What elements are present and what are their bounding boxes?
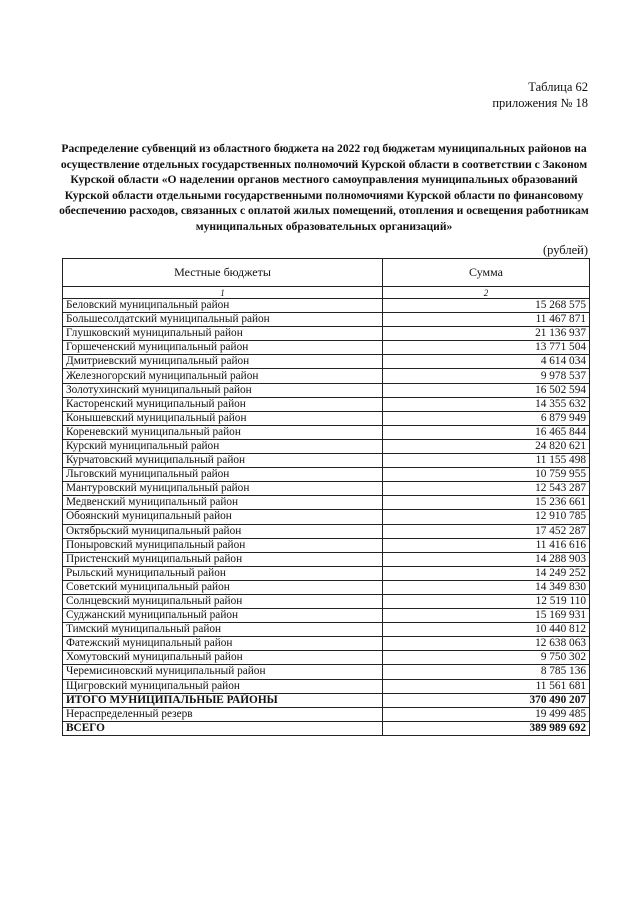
row-name: Щигровский муниципальный район bbox=[63, 679, 383, 693]
row-amount: 16 502 594 bbox=[383, 383, 590, 397]
row-amount: 14 288 903 bbox=[383, 552, 590, 566]
table-row bbox=[63, 721, 590, 735]
table-row bbox=[63, 341, 590, 355]
table-row bbox=[63, 609, 590, 623]
row-name: Дмитриевский муниципальный район bbox=[63, 355, 383, 369]
table-row bbox=[63, 383, 590, 397]
row-name: Большесолдатский муниципальный район bbox=[63, 313, 383, 327]
row-amount: 12 910 785 bbox=[383, 510, 590, 524]
row-amount: 14 349 830 bbox=[383, 580, 590, 594]
row-name: Обоянский муниципальный район bbox=[63, 510, 383, 524]
table-row bbox=[63, 369, 590, 383]
row-name: Советский муниципальный район bbox=[63, 580, 383, 594]
table-row bbox=[63, 397, 590, 411]
row-name: Фатежский муниципальный район bbox=[63, 637, 383, 651]
row-name: Глушковский муниципальный район bbox=[63, 327, 383, 341]
row-name: Хомутовский муниципальный район bbox=[63, 651, 383, 665]
row-name: Суджанский муниципальный район bbox=[63, 609, 383, 623]
table-row bbox=[63, 425, 590, 439]
table-row bbox=[63, 454, 590, 468]
row-name: Поныровский муниципальный район bbox=[63, 538, 383, 552]
row-name: Тимский муниципальный район bbox=[63, 623, 383, 637]
row-amount: 17 452 287 bbox=[383, 524, 590, 538]
row-amount: 12 638 063 bbox=[383, 637, 590, 651]
row-amount: 15 268 575 bbox=[383, 299, 590, 313]
table-number: Таблица 62 bbox=[528, 80, 588, 94]
column-number-2: 2 bbox=[383, 287, 590, 299]
appendix-number: приложения № 18 bbox=[492, 96, 588, 110]
row-amount: 15 236 661 bbox=[383, 496, 590, 510]
table-row bbox=[63, 566, 590, 580]
row-amount: 4 614 034 bbox=[383, 355, 590, 369]
table-row bbox=[63, 707, 590, 721]
column-header-budgets: Местные бюджеты bbox=[63, 259, 383, 287]
row-name: Черемисиновский муниципальный район bbox=[63, 665, 383, 679]
row-amount: 370 490 207 bbox=[383, 693, 590, 707]
document-title: Распределение субвенций из областного бюджета на 2022 год бюджетам муниципальных районов на осуществление отдельных государственных полномочий Курской области в соответствии с Законом Курской области «О наделении органов местного самоуправления муниципальных образований Курской области отдельными государственными полномочиями Курской области по финансовому обеспечению расходов, связанных с оплатой жилых помещений, отопления и освещения работникам муниципальных образовательных организаций» bbox=[59, 142, 589, 233]
row-name: Октябрьский муниципальный район bbox=[63, 524, 383, 538]
table-row bbox=[63, 439, 590, 453]
row-amount: 10 759 955 bbox=[383, 468, 590, 482]
table-row bbox=[63, 594, 590, 608]
row-amount: 9 978 537 bbox=[383, 369, 590, 383]
column-number-1: 1 bbox=[63, 287, 383, 299]
table-row bbox=[63, 552, 590, 566]
row-name: Железногорский муниципальный район bbox=[63, 369, 383, 383]
row-amount: 16 465 844 bbox=[383, 425, 590, 439]
table-row bbox=[63, 411, 590, 425]
table-row bbox=[63, 327, 590, 341]
table-row bbox=[63, 651, 590, 665]
row-name: Касторенский муниципальный район bbox=[63, 397, 383, 411]
row-amount: 10 440 812 bbox=[383, 623, 590, 637]
row-amount: 19 499 485 bbox=[383, 707, 590, 721]
row-amount: 12 543 287 bbox=[383, 482, 590, 496]
table-row bbox=[63, 623, 590, 637]
table-row bbox=[63, 665, 590, 679]
row-name: Нераспределенный резерв bbox=[63, 707, 383, 721]
row-amount: 8 785 136 bbox=[383, 665, 590, 679]
row-amount: 6 879 949 bbox=[383, 411, 590, 425]
row-amount: 11 561 681 bbox=[383, 679, 590, 693]
row-name: Курчатовский муниципальный район bbox=[63, 454, 383, 468]
row-name: Льговский муниципальный район bbox=[63, 468, 383, 482]
row-amount: 11 416 616 bbox=[383, 538, 590, 552]
row-name: ИТОГО МУНИЦИПАЛЬНЫЕ РАЙОНЫ bbox=[63, 693, 383, 707]
table-row bbox=[63, 468, 590, 482]
row-amount: 11 467 871 bbox=[383, 313, 590, 327]
table-row bbox=[63, 693, 590, 707]
table-row bbox=[63, 524, 590, 538]
row-amount: 14 249 252 bbox=[383, 566, 590, 580]
row-name: Мантуровский муниципальный район bbox=[63, 482, 383, 496]
row-name: Золотухинский муниципальный район bbox=[63, 383, 383, 397]
row-name: Горшеченский муниципальный район bbox=[63, 341, 383, 355]
row-name: Беловский муниципальный район bbox=[63, 299, 383, 313]
subsidy-table bbox=[62, 258, 590, 736]
table-row bbox=[63, 482, 590, 496]
row-amount: 15 169 931 bbox=[383, 609, 590, 623]
table-row bbox=[63, 355, 590, 369]
row-name: Рыльский муниципальный район bbox=[63, 566, 383, 580]
row-name: Медвенский муниципальный район bbox=[63, 496, 383, 510]
column-header-sum: Сумма bbox=[383, 259, 590, 287]
row-name: Курский муниципальный район bbox=[63, 439, 383, 453]
table-row bbox=[63, 580, 590, 594]
column-number-row bbox=[63, 287, 590, 299]
row-amount: 11 155 498 bbox=[383, 454, 590, 468]
units-label: (рублей) bbox=[542, 243, 588, 257]
row-name: ВСЕГО bbox=[63, 721, 383, 735]
row-amount: 389 989 692 bbox=[383, 721, 590, 735]
row-amount: 21 136 937 bbox=[383, 327, 590, 341]
table-row bbox=[63, 313, 590, 327]
row-amount: 9 750 302 bbox=[383, 651, 590, 665]
row-amount: 13 771 504 bbox=[383, 341, 590, 355]
row-amount: 14 355 632 bbox=[383, 397, 590, 411]
row-name: Солнцевский муниципальный район bbox=[63, 594, 383, 608]
row-amount: 12 519 110 bbox=[383, 594, 590, 608]
table-reference bbox=[492, 79, 588, 111]
table-row bbox=[63, 637, 590, 651]
table-header-row bbox=[63, 259, 590, 287]
table-row bbox=[63, 679, 590, 693]
table-row bbox=[63, 538, 590, 552]
table-row bbox=[63, 496, 590, 510]
row-amount: 24 820 621 bbox=[383, 439, 590, 453]
row-name: Конышевский муниципальный район bbox=[63, 411, 383, 425]
table-row bbox=[63, 299, 590, 313]
row-name: Кореневский муниципальный район bbox=[63, 425, 383, 439]
table-row bbox=[63, 510, 590, 524]
row-name: Пристенский муниципальный район bbox=[63, 552, 383, 566]
